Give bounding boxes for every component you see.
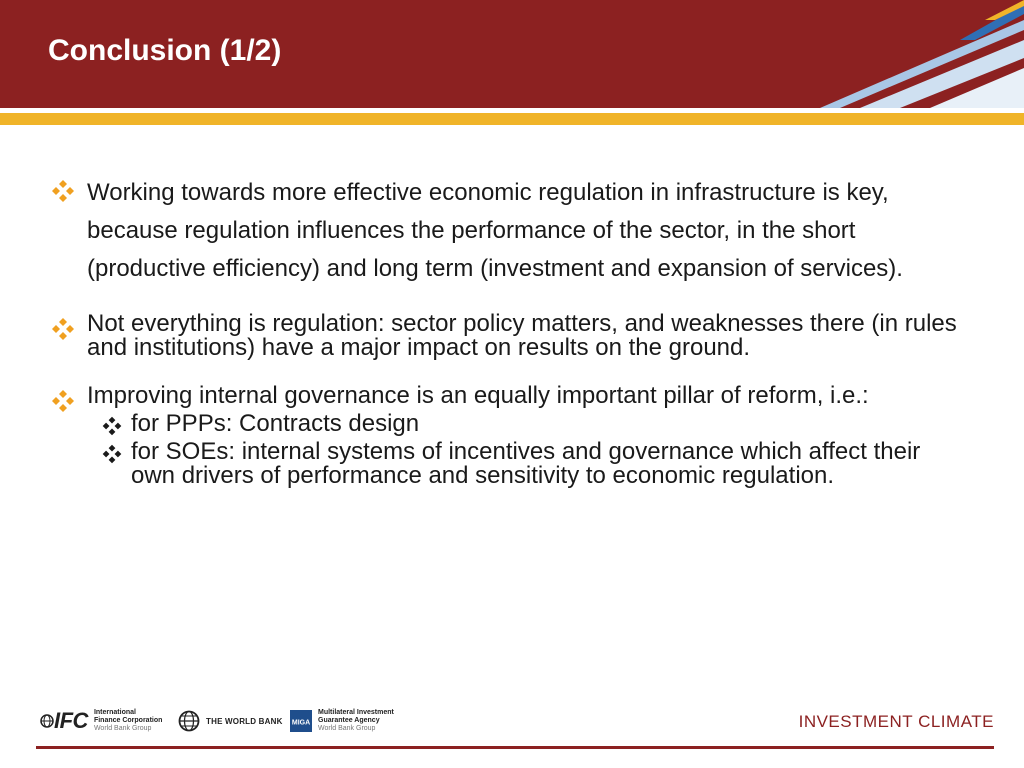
sub-bullet-item (87, 440, 970, 488)
miga-emblem-icon (290, 710, 312, 732)
bullet-item (50, 312, 970, 360)
ifc-wordmark: IFC (54, 708, 88, 733)
ifc-name (94, 709, 162, 733)
diamond-bullet-icon (50, 316, 76, 342)
diamond-bullet-icon (50, 178, 76, 204)
sub-bullet-text: for SOEs: internal systems of incentives and governance which affect their own drivers of performance and sensitivity to economic regulation. (131, 438, 921, 489)
miga-group-line: World Bank Group (318, 725, 376, 732)
slide-header (0, 0, 1024, 108)
globe-icon (40, 714, 54, 728)
footer-rule (36, 746, 994, 749)
ifc-logo (40, 708, 162, 734)
world-bank-wordmark: THE WORLD BANK (206, 716, 283, 726)
slide-body (50, 174, 970, 488)
world-bank-logo (178, 708, 283, 734)
miga-name-line: Multilateral Investment (318, 709, 394, 716)
miga-mark: MIGA (291, 719, 311, 727)
ifc-group-line: World Bank Group (93, 725, 152, 732)
bullet-text: Not everything is regulation: sector policy matters, and weaknesses there (in rules and institutions) have a major impact on results on the ground. (87, 310, 957, 361)
bullet-text: Working towards more effective economic regulation in infrastructure is key, because regulation influences the performance of the sector, in the short (productive efficiency) and long term (investment and expansion of services). (87, 179, 903, 282)
bullet-text: Improving internal governance is an equally important pillar of reform, i.e.: (87, 382, 869, 409)
diamond-bullet-icon (50, 388, 76, 414)
investment-climate-tagline: INVESTMENT CLIMATE (798, 712, 994, 731)
diamond-bullet-icon (101, 443, 123, 465)
diamond-bullet-icon (101, 415, 123, 437)
slide-title: Conclusion (1/2) (48, 34, 282, 67)
sub-bullet-item (87, 412, 970, 436)
bullet-item (50, 384, 970, 488)
ifc-name-line: Finance Corporation (93, 717, 163, 724)
ifc-name-line: International (93, 709, 136, 716)
header-stripes-decoration (0, 0, 1024, 108)
miga-name (318, 709, 394, 733)
world-bank-globe-icon (178, 710, 200, 732)
header-gold-band (0, 113, 1024, 125)
bullet-item (50, 174, 970, 288)
sub-bullet-text: for PPPs: Contracts design (131, 410, 420, 437)
miga-logo (290, 708, 394, 734)
miga-name-line: Guarantee Agency (318, 717, 380, 724)
